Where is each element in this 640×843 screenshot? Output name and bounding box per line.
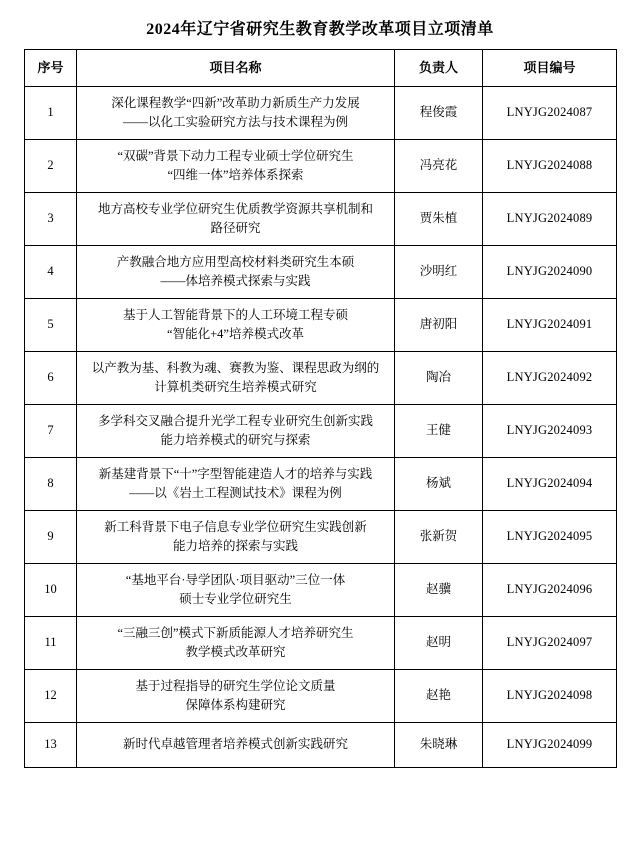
- table-row: [25, 617, 617, 670]
- cell-leader: 陶冶: [395, 352, 483, 405]
- cell-project-code: LNYJG2024099: [483, 723, 617, 768]
- cell-seq: 11: [25, 617, 77, 670]
- project-name-line2: ——以化工实验研究方法与技术课程为例: [122, 115, 348, 129]
- column-header-seq: 序号: [25, 50, 77, 87]
- cell-leader: 唐初阳: [395, 299, 483, 352]
- cell-project-name: [77, 299, 395, 352]
- project-name-line1: 地方高校专业学位研究生优质教学资源共享机制和: [97, 201, 373, 216]
- cell-project-name: [77, 193, 395, 246]
- table-row: [25, 140, 617, 193]
- cell-seq: 12: [25, 670, 77, 723]
- project-name-line2: “智能化+4”培养模式改革: [167, 327, 304, 341]
- column-header-name: 项目名称: [77, 50, 395, 87]
- cell-leader: 程俊霞: [395, 87, 483, 140]
- project-name-line1: 多学科交叉融合提升光学工程专业研究生创新实践: [97, 413, 373, 428]
- cell-seq: 7: [25, 405, 77, 458]
- cell-project-name: [77, 617, 395, 670]
- cell-seq: 2: [25, 140, 77, 193]
- cell-seq: 9: [25, 511, 77, 564]
- cell-seq: 13: [25, 723, 77, 768]
- cell-seq: 6: [25, 352, 77, 405]
- table-row: [25, 405, 617, 458]
- cell-project-code: LNYJG2024094: [483, 458, 617, 511]
- project-name-line1: 新基建背景下“十”字型智能建造人才的培养与实践: [98, 466, 373, 481]
- cell-project-code: LNYJG2024095: [483, 511, 617, 564]
- cell-seq: 10: [25, 564, 77, 617]
- project-name-line1: 以产教为基、科教为魂、赛教为鉴、课程思政为纲的: [91, 360, 380, 375]
- table-row: [25, 723, 617, 768]
- cell-project-code: LNYJG2024091: [483, 299, 617, 352]
- table-body: [25, 87, 617, 768]
- cell-project-name: [77, 458, 395, 511]
- page-title: 2024年辽宁省研究生教育教学改革项目立项清单: [146, 21, 494, 38]
- cell-project-code: LNYJG2024087: [483, 87, 617, 140]
- cell-leader: 沙明红: [395, 246, 483, 299]
- project-name-line1: 深化课程教学“四新”改革助力新质生产力发展: [111, 95, 360, 110]
- column-header-leader: 负责人: [395, 50, 483, 87]
- table-row: [25, 193, 617, 246]
- cell-leader: 赵艳: [395, 670, 483, 723]
- column-header-code: 项目编号: [483, 50, 617, 87]
- table-header-row: [25, 50, 617, 87]
- cell-project-name: [77, 246, 395, 299]
- cell-project-name: [77, 140, 395, 193]
- project-name-line2: ——体培养模式探索与实践: [160, 274, 311, 288]
- cell-project-code: LNYJG2024088: [483, 140, 617, 193]
- project-name-line1: “双碳”背景下动力工程专业硕士学位研究生: [117, 148, 354, 163]
- table-row: [25, 511, 617, 564]
- project-name-line1: 产教融合地方应用型高校材料类研究生本硕: [116, 254, 355, 269]
- project-listing-table: [24, 49, 617, 768]
- table-row: [25, 87, 617, 140]
- project-name-line2: 路径研究: [210, 221, 261, 235]
- project-name-line1: 新时代卓越管理者培养模式创新实践研究: [122, 737, 348, 752]
- cell-project-name: [77, 405, 395, 458]
- project-name-line2: 硕士专业学位研究生: [179, 592, 292, 606]
- cell-project-code: LNYJG2024090: [483, 246, 617, 299]
- table-row: [25, 670, 617, 723]
- cell-project-name: [77, 511, 395, 564]
- project-name-line2: “四维一体”培养体系探索: [167, 168, 304, 182]
- cell-leader: 赵明: [395, 617, 483, 670]
- project-name-line2: ——以《岩土工程测试技术》课程为例: [129, 486, 342, 500]
- cell-project-code: LNYJG2024098: [483, 670, 617, 723]
- cell-project-code: LNYJG2024097: [483, 617, 617, 670]
- cell-seq: 3: [25, 193, 77, 246]
- project-name-line2: 教学模式改革研究: [185, 645, 286, 659]
- project-name-line2: 能力培养的探索与实践: [172, 539, 298, 553]
- cell-leader: 冯亮花: [395, 140, 483, 193]
- cell-project-code: LNYJG2024092: [483, 352, 617, 405]
- project-name-line1: 基于过程指导的研究生学位论文质量: [135, 678, 336, 693]
- project-name-line2: 保障体系构建研究: [185, 698, 286, 712]
- cell-seq: 4: [25, 246, 77, 299]
- cell-project-code: LNYJG2024093: [483, 405, 617, 458]
- cell-project-name: [77, 352, 395, 405]
- project-name-line1: 基于人工智能背景下的人工环境工程专硕: [122, 307, 348, 322]
- table-row: [25, 246, 617, 299]
- cell-leader: 杨斌: [395, 458, 483, 511]
- project-name-line1: “三融三创”模式下新质能源人才培养研究生: [117, 625, 354, 640]
- cell-leader: 王健: [395, 405, 483, 458]
- project-name-line2: 能力培养模式的研究与探索: [160, 433, 311, 447]
- table-row: [25, 458, 617, 511]
- cell-project-name: [77, 723, 395, 768]
- cell-seq: 5: [25, 299, 77, 352]
- cell-leader: 贾朱植: [395, 193, 483, 246]
- project-name-line1: 新工科背景下电子信息专业学位研究生实践创新: [104, 519, 367, 534]
- cell-seq: 8: [25, 458, 77, 511]
- cell-project-name: [77, 87, 395, 140]
- table-row: [25, 352, 617, 405]
- cell-project-code: LNYJG2024096: [483, 564, 617, 617]
- cell-project-name: [77, 670, 395, 723]
- project-name-line1: “基地平台·导学团队·项目驱动”三位一体: [125, 572, 346, 587]
- cell-seq: 1: [25, 87, 77, 140]
- cell-leader: 朱晓琳: [395, 723, 483, 768]
- table-row: [25, 299, 617, 352]
- cell-leader: 赵骥: [395, 564, 483, 617]
- table-row: [25, 564, 617, 617]
- cell-leader: 张新贺: [395, 511, 483, 564]
- project-name-line2: 计算机类研究生培养模式研究: [154, 380, 317, 394]
- cell-project-name: [77, 564, 395, 617]
- cell-project-code: LNYJG2024089: [483, 193, 617, 246]
